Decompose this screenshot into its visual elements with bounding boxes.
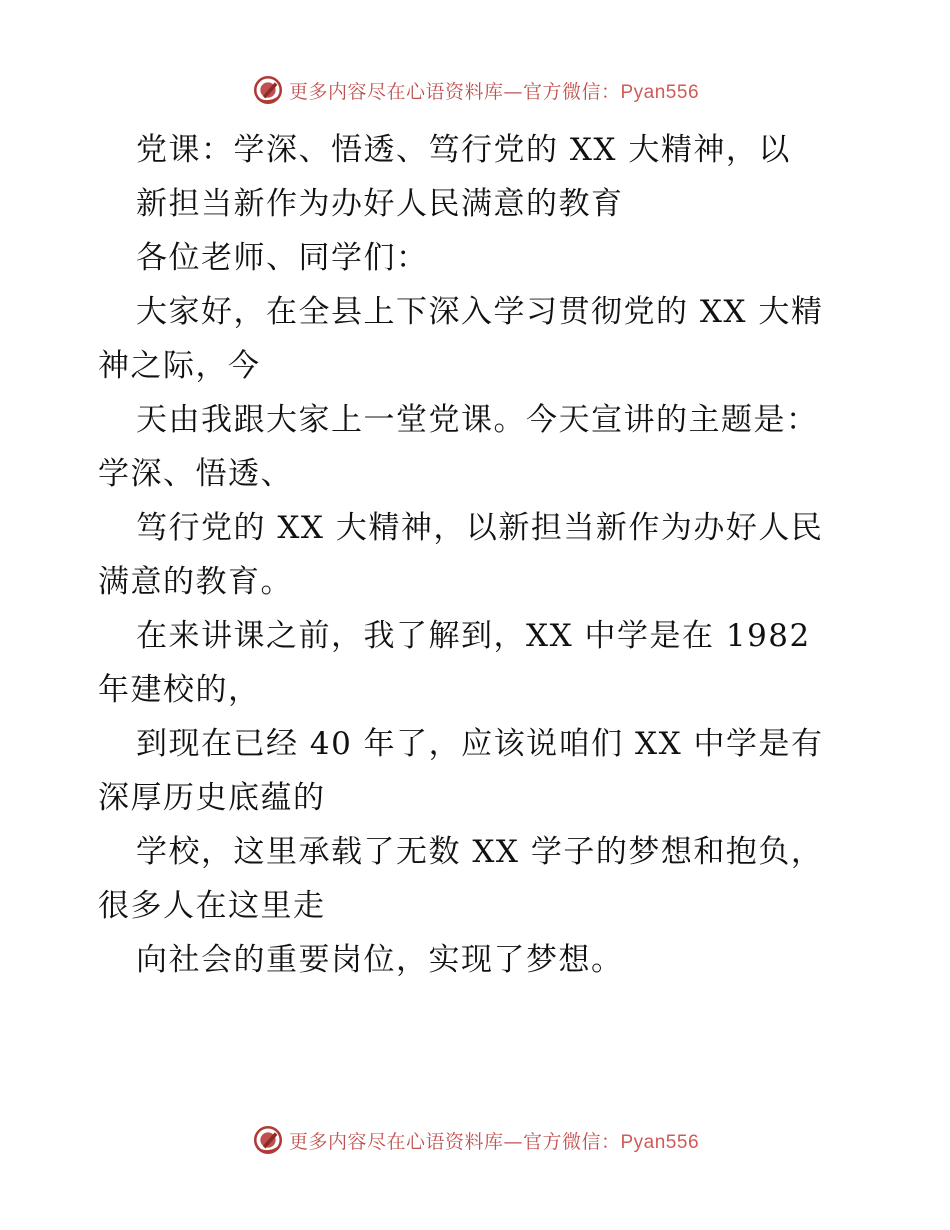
paragraph-line: 学校，这里承载了无数 XX 学子的梦想和抱负， xyxy=(136,834,824,870)
banner-wechat-id: Pyan556 xyxy=(620,81,700,103)
paragraph-line: 笃行党的 XX 大精神，以新担当新作为办好人民 xyxy=(136,510,824,546)
paragraph-line: 天由我跟大家上一堂党课。今天宣讲的主题是： xyxy=(136,402,819,438)
paragraph-line: 学深、悟透、 xyxy=(98,456,293,492)
paragraph-line: 神之际，今 xyxy=(98,348,261,384)
paragraph-line: 在来讲课之前，我了解到，XX 中学是在 1982 xyxy=(136,618,811,654)
paragraph-line: 满意的教育。 xyxy=(98,564,293,600)
header-banner xyxy=(0,70,950,110)
pen-nib-logo-icon xyxy=(251,73,285,107)
paragraph-line: 深厚历史底蕴的 xyxy=(98,780,326,816)
footer-banner xyxy=(0,1120,950,1160)
document-title-line-1: 党课：学深、悟透、笃行党的 XX 大精神，以 xyxy=(136,132,791,168)
banner-main-text: 更多内容尽在心语资料库—官方微信： xyxy=(288,1130,621,1153)
pen-nib-logo-icon xyxy=(251,1123,285,1157)
banner-text xyxy=(289,1127,699,1154)
paragraph-line: 向社会的重要岗位，实现了梦想。 xyxy=(136,942,624,978)
paragraph-line: 大家好，在全县上下深入学习贯彻党的 XX 大精 xyxy=(136,294,824,330)
paragraph-line: 很多人在这里走 xyxy=(98,888,326,924)
banner-text xyxy=(289,77,699,104)
document-title-line-2: 新担当新作为办好人民满意的教育 xyxy=(136,186,624,222)
banner-wechat-id: Pyan556 xyxy=(620,1131,700,1153)
paragraph-line: 年建校的， xyxy=(98,672,261,708)
document-body xyxy=(98,123,898,987)
banner-main-text: 更多内容尽在心语资料库—官方微信： xyxy=(288,80,621,103)
salutation: 各位老师、同学们： xyxy=(136,240,429,276)
paragraph-line: 到现在已经 40 年了，应该说咱们 XX 中学是有 xyxy=(136,726,824,762)
